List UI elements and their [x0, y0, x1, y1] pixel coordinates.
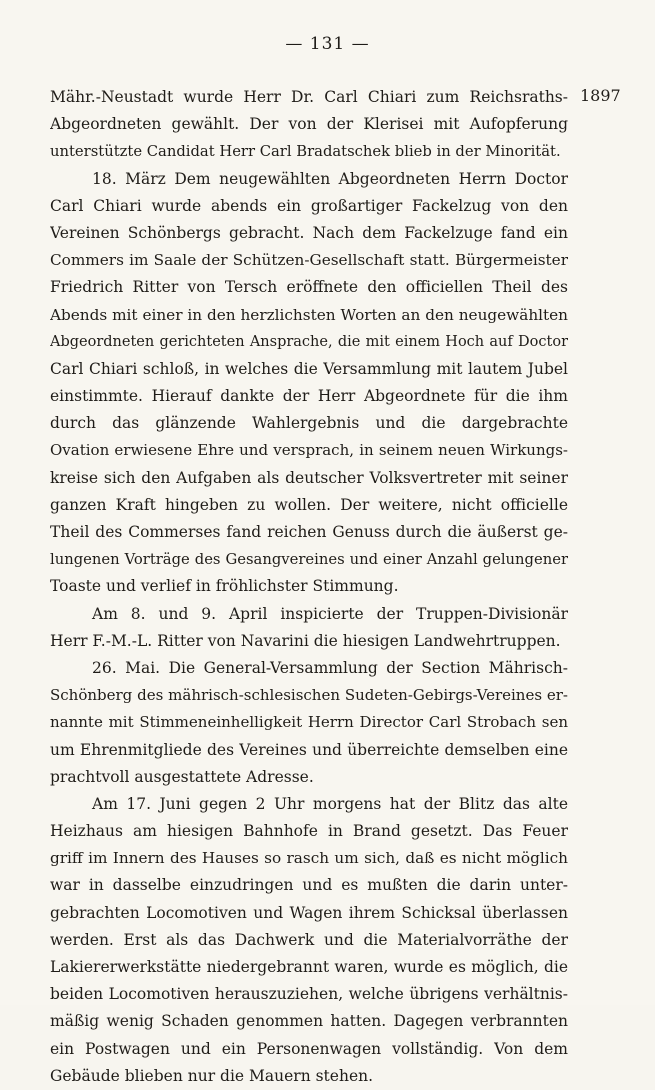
- text-line: kreise sich den Aufgaben als deutscher Volksvertreter mit seiner: [50, 468, 568, 487]
- text-line: 26. Mai. Die General-Versammlung der Section Mährisch-: [92, 658, 568, 677]
- text-line: Herr F.-M.-L. Ritter von Navarini die hiesigen Landwehrtruppen.: [50, 631, 561, 650]
- text-line: mäßig wenig Schaden genommen hatten. Dagegen verbrannten: [50, 1012, 568, 1031]
- text-line: Gebäude blieben nur die Mauern stehen.: [50, 1066, 374, 1085]
- text-line: war in dasselbe einzudringen und es mußten die darin unter-: [50, 876, 568, 895]
- text-line: Commers im Saale der Schützen-Gesellschaft statt. Bürgermeister: [50, 251, 568, 270]
- text-line: beiden Locomotiven herauszuziehen, welche übrigens verhältnis-: [50, 985, 568, 1004]
- text-line: Ovation erwiesene Ehre und versprach, in seinem neuen Wirkungs-: [50, 441, 568, 460]
- text-line: ein Postwagen und ein Personenwagen vollständig. Von dem: [50, 1039, 568, 1058]
- text-line: unterstützte Candidat Herr Carl Bradatschek blieb in der Minorität.: [50, 143, 561, 161]
- text-line: Schönberg des mährisch-schlesischen Sudeten-Gebirgs-Vereines er-: [50, 686, 568, 705]
- text-line: Friedrich Ritter von Tersch eröffnete den officiellen Theil des: [50, 278, 568, 297]
- text-line: um Ehrenmitgliede des Vereines und überreichte demselben eine: [50, 740, 568, 759]
- text-line: Vereinen Schönbergs gebracht. Nach dem Fackelzuge fand ein: [50, 223, 568, 242]
- text-line: Am 17. Juni gegen 2 Uhr morgens hat der Blitz das alte: [92, 794, 568, 813]
- text-line: gebrachten Locomotiven und Wagen ihrem Schicksal überlassen: [50, 903, 568, 922]
- margin-year: 1897: [580, 86, 621, 105]
- text-line: Toaste und verlief in fröhlichster Stimmung.: [50, 577, 399, 596]
- text-line: Am 8. und 9. April inspicierte der Truppen-Divisionär: [92, 604, 568, 623]
- text-line: ganzen Kraft hingeben zu wollen. Der weitere, nicht officielle: [50, 495, 568, 514]
- text-line: werden. Erst als das Dachwerk und die Materialvorräthe der: [50, 930, 568, 949]
- text-line: prachtvoll ausgestattete Adresse.: [50, 767, 314, 786]
- text-line: Heizhaus am hiesigen Bahnhofe in Brand gesetzt. Das Feuer: [50, 822, 568, 841]
- text-line: Abgeordneten gerichteten Ansprache, die mit einem Hoch auf Doctor: [50, 333, 568, 350]
- text-line: Abends mit einer in den herzlichsten Worten an den neugewählten: [50, 305, 568, 324]
- text-line: Lakiererwerkstätte niedergebrannt waren, wurde es möglich, die: [50, 958, 568, 976]
- text-line: Theil des Commerses fand reichen Genuss durch die äußerst ge-: [50, 523, 568, 541]
- text-line: einstimmte. Hierauf dankte der Herr Abgeordnete für die ihm: [50, 387, 568, 406]
- page-number: — 131 —: [285, 34, 370, 54]
- text-line: Abgeordneten gewählt. Der von der Klerisei mit Aufopferung: [50, 115, 568, 134]
- body-text: [50, 84, 568, 1090]
- text-line: Mähr.-Neustadt wurde Herr Dr. Carl Chiari zum Reichsraths-: [50, 88, 568, 106]
- text-line: 18. März Dem neugewählten Abgeordneten Herrn Doctor: [92, 169, 568, 188]
- text-line: Carl Chiari wurde abends ein großartiger Fackelzug von den: [50, 196, 568, 215]
- text-line: nannte mit Stimmeneinhelligkeit Herrn Director Carl Strobach sen: [50, 713, 568, 732]
- text-line: griff im Innern des Hauses so rasch um sich, daß es nicht möglich: [50, 849, 568, 868]
- text-line: durch das glänzende Wahlergebnis und die dargebrachte: [50, 414, 568, 433]
- text-line: Carl Chiari schloß, in welches die Versammlung mit lautem Jubel: [50, 359, 568, 378]
- text-line: lungenen Vorträge des Gesangvereines und einer Anzahl gelungener: [50, 551, 568, 569]
